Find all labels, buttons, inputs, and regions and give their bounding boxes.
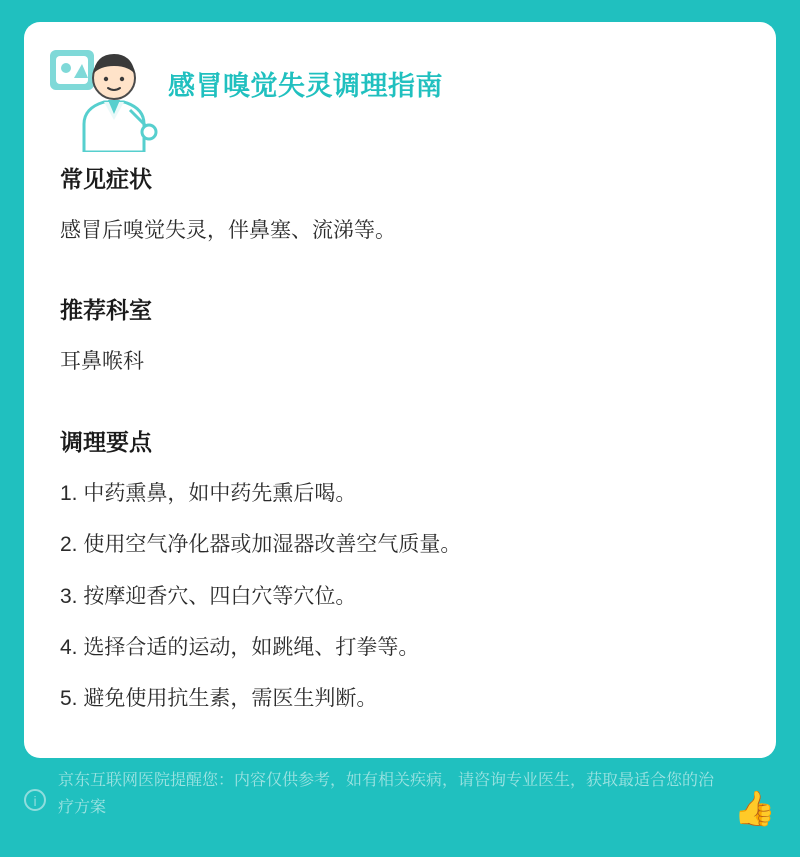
list-item: 4. 选择合适的运动，如跳绳、打拳等。 (60, 636, 420, 660)
section-heading-department: 推荐科室 (60, 297, 152, 324)
disclaimer-text: 京东互联网医院提醒您：内容仅供参考，如有相关疾病，请咨询专业医生，获取最适合您的治疗方案 (58, 772, 715, 817)
footer-disclaimer (24, 767, 776, 839)
list-item: 2. 使用空气净化器或加湿器改善空气质量。 (60, 533, 462, 557)
info-icon: i (24, 789, 46, 811)
doctor-illustration-icon (50, 44, 162, 152)
section-text-department: 耳鼻喉科 (60, 350, 144, 374)
section-heading-symptoms: 常见症状 (60, 166, 152, 192)
points-list (60, 479, 740, 714)
list-item: 5. 避免使用抗生素，需医生判断。 (60, 687, 378, 711)
section-heading-points: 调理要点 (60, 428, 152, 455)
page-title: 感冒嗅觉失灵调理指南 (168, 71, 443, 101)
section-text-symptoms: 感冒后嗅觉失灵，伴鼻塞、流涕等。 (60, 219, 396, 242)
list-item: 1. 中药熏鼻，如中药先熏后喝。 (60, 481, 357, 505)
list-item: 3. 按摩迎香穴、四白穴等穴位。 (60, 584, 357, 608)
thumbs-up-icon[interactable]: 👍 (733, 790, 776, 829)
content-card (24, 22, 776, 758)
